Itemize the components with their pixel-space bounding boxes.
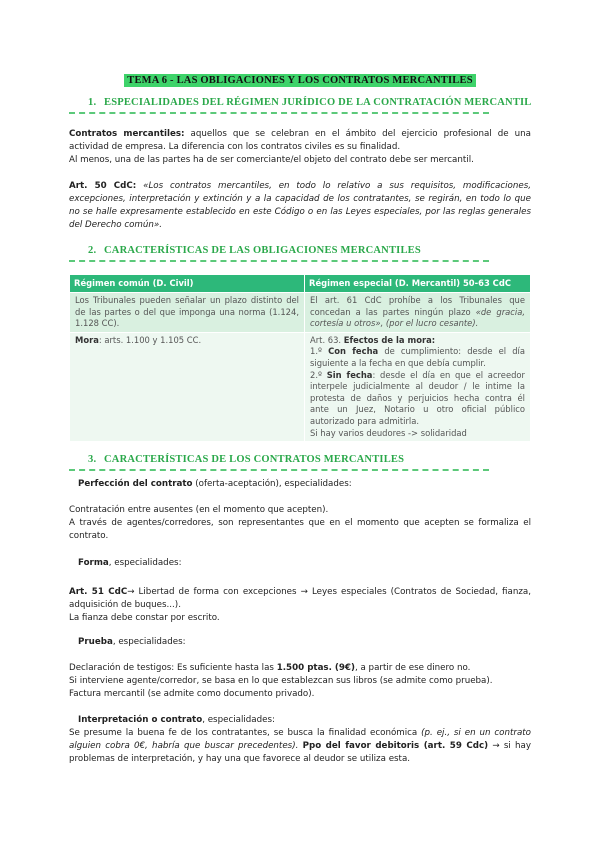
- prueba-details: Declaración de testigos: Es suficiente hasta las 1.500 ptas. (9€), a partir de ese dinero no. Si interviene agente/corredor, se basa en lo que establezcan sus libros (se admite como prueba). Factura mercantil (se admite como documento privado).: [69, 663, 493, 699]
- forma-heading: Forma, especialidades:: [78, 558, 182, 568]
- interpretacion-heading: Interpretación o contrato, especialidades:: [78, 715, 275, 725]
- document-title: TEMA 6 - LAS OBLIGACIONES Y LOS CONTRATOS MERCANTILES: [0, 68, 600, 87]
- forma-details: Art. 51 CdC→ Libertad de forma con excepciones → Leyes especiales (Contratos de Sociedad, fianza, adquisición de buques...). La fianza debe constar por escrito.: [69, 587, 531, 623]
- table-header-comun: Régimen común (D. Civil): [70, 275, 305, 293]
- art-50-cdc-paragraph: Art. 50 CdC: «Los contratos mercantiles, en todo lo relativo a sus requisitos, modificaciones, excepciones, interpretación y extinción y a la capacidad de los contratantes, se regirán, en todo lo que no se halle expresamente establecido en este Código o en las Leyes especiales, por las reglas generales del Derecho común».: [69, 181, 531, 230]
- obligations-comparison-table: [69, 274, 531, 442]
- table-cell-plazo-especial: El art. 61 CdC prohíbe a los Tribunales que concedan a las partes ningún plazo «de gracia, cortesía u otros», (por el lucro cesante).: [305, 293, 531, 333]
- table-header-especial: Régimen especial (D. Mercantil) 50-63 CdC: [305, 275, 531, 293]
- contratos-mercantiles-definition: Contratos mercantiles: aquellos que se celebran en el ámbito del ejercicio profesional de una actividad de empresa. La diferencia con los contratos civiles es su finalidad. Al menos, una de las partes ha de ser comerciante/el objeto del contrato debe ser mercantil.: [69, 129, 531, 165]
- section-heading-2: 2. CARACTERÍSTICAS DE LAS OBLIGACIONES MERCANTILES: [88, 245, 421, 256]
- section-divider-2: [69, 260, 489, 262]
- section-divider-1: [69, 112, 489, 114]
- section-heading-1: 1. ESPECIALIDADES DEL RÉGIMEN JURÍDICO DE LA CONTRATACIÓN MERCANTIL: [88, 97, 532, 108]
- prueba-heading: Prueba, especialidades:: [78, 637, 186, 647]
- perfeccion-heading: Perfección del contrato (oferta-aceptación), especialidades:: [78, 479, 352, 489]
- section-heading-3: 3. CARACTERÍSTICAS DE LOS CONTRATOS MERCANTILES: [88, 454, 405, 465]
- table-row: [70, 293, 531, 333]
- table-cell-mora-comun: Mora: arts. 1.100 y 1.105 CC.: [70, 332, 305, 441]
- table-header-row: [70, 275, 531, 293]
- table-cell-plazo-comun: Los Tribunales pueden señalar un plazo distinto del de las partes o del que imponga una norma (1.124, 1.128 CC).: [70, 293, 305, 333]
- table-row: [70, 332, 531, 441]
- perfeccion-details: Contratación entre ausentes (en el momento que acepten). A través de agentes/corredores, son representantes que en el momento que acepten se formaliza el contrato.: [69, 505, 531, 541]
- section-divider-3: [69, 469, 489, 471]
- table-cell-mora-especial: Art. 63. Efectos de la mora: 1.º Con fecha de cumplimiento: desde el día siguiente a la fecha en que debía cumplir. 2.º Sin fecha: desde el día en que el acreedor interpele judicialmente al deudor / le intime la protesta de daños y perjuicios hecha contra él ante un Juez, Notario u otro oficial público autorizado para admitirla. Si hay varios deudores -> solidaridad: [305, 332, 531, 441]
- interpretacion-details: Se presume la buena fe de los contratantes, se busca la finalidad económica (p. ej., si en un contrato alguien cobra 0€, habría que buscar precedentes). Ppo del favor debitoris (art. 59 Cdc) → si hay problemas de interpretación, y hay una que favorece al deudor se utiliza esta.: [69, 728, 532, 764]
